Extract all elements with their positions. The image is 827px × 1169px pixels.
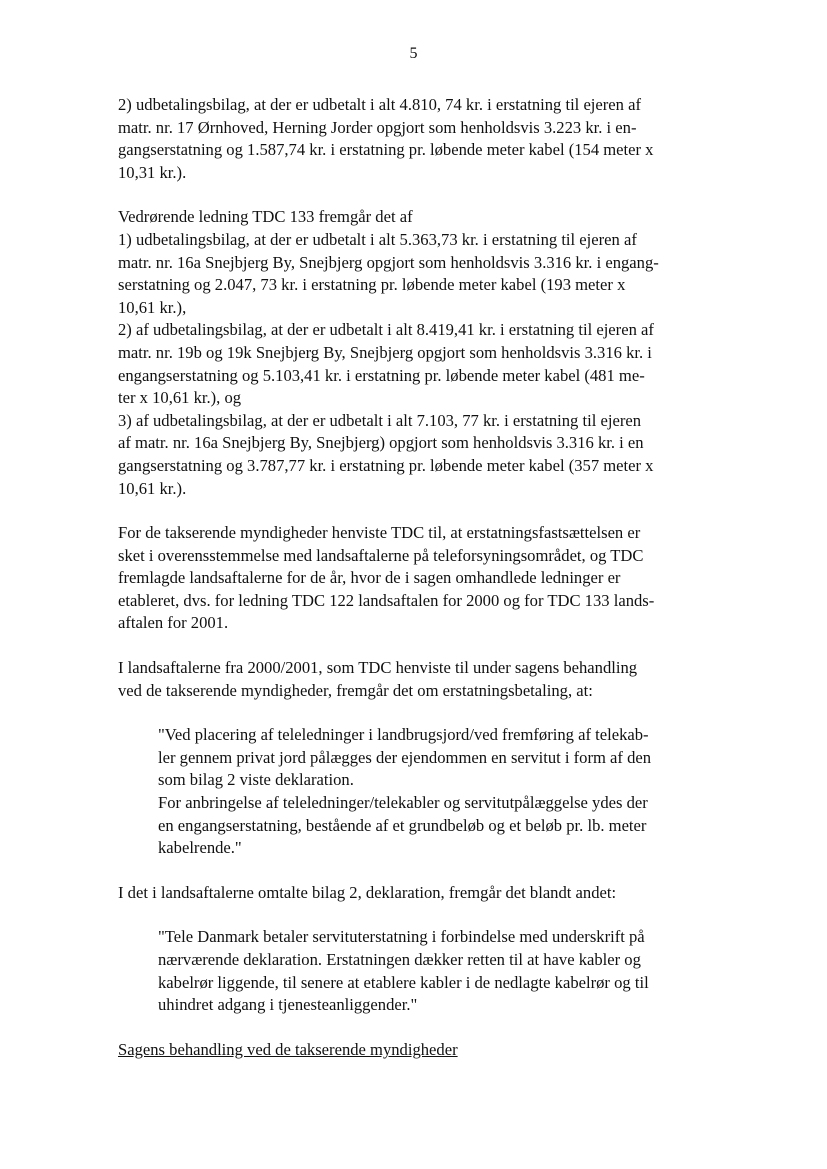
text-line: kabelrør liggende, til senere at etablere kabler i de nedlagte kabelrør og til bbox=[158, 972, 649, 992]
block-quote-landsaftale bbox=[158, 724, 710, 860]
text-line: en engangserstatning, bestående af et grundbeløb og et beløb pr. lb. meter bbox=[158, 815, 647, 835]
paragraph-landsaftaler-intro bbox=[118, 657, 710, 702]
text-line: gangserstatning og 3.787,77 kr. i erstatning pr. løbende meter kabel (357 meter x bbox=[118, 455, 654, 475]
paragraph-spacer bbox=[118, 500, 710, 522]
text-line: etableret, dvs. for ledning TDC 122 landsaftalen for 2000 og for TDC 133 lands- bbox=[118, 590, 655, 610]
text-line: matr. nr. 17 Ørnhoved, Herning Jorder opgjort som henholdsvis 3.223 kr. i en- bbox=[118, 117, 637, 137]
block-quote-deklaration bbox=[158, 926, 710, 1016]
text-line: I det i landsaftalerne omtalte bilag 2, deklaration, fremgår det blandt andet: bbox=[118, 882, 617, 902]
text-line: ler gennem privat jord pålægges der ejendommen en servitut i form af den bbox=[158, 747, 652, 767]
text-line: 1) udbetalingsbilag, at der er udbetalt i alt 5.363,73 kr. i erstatning til ejeren af bbox=[118, 229, 637, 249]
paragraph-spacer bbox=[118, 702, 710, 724]
text-line: ved de takserende myndigheder, fremgår det om erstatningsbetaling, at: bbox=[118, 680, 593, 700]
text-line: engangserstatning og 5.103,41 kr. i erstatning pr. løbende meter kabel (481 me- bbox=[118, 365, 645, 385]
text-line: Vedrørende ledning TDC 133 fremgår det af bbox=[118, 207, 413, 227]
paragraph-spacer bbox=[118, 860, 710, 882]
paragraph-spacer bbox=[118, 904, 710, 926]
text-line: som bilag 2 viste deklaration. bbox=[158, 770, 354, 790]
text-line: aftalen for 2001. bbox=[118, 613, 229, 633]
text-line: For de takserende myndigheder henviste TDC til, at erstatningsfastsættelsen er bbox=[118, 523, 641, 543]
paragraph-spacer bbox=[118, 1017, 710, 1039]
text-line: sket i overensstemmelse med landsaftalerne på teleforsyningsområdet, og TDC bbox=[118, 545, 644, 565]
document-body bbox=[118, 94, 710, 1061]
text-line: "Ved placering af teleledninger i landbrugsjord/ved fremføring af telekab- bbox=[158, 725, 649, 745]
text-line: kabelrende." bbox=[158, 838, 242, 858]
text-line: ter x 10,61 kr.), og bbox=[118, 388, 242, 408]
paragraph-payment-ornhoved bbox=[118, 94, 710, 184]
text-line: 10,61 kr.). bbox=[118, 478, 187, 498]
text-line: 10,31 kr.). bbox=[118, 162, 187, 182]
section-heading: Sagens behandling ved de takserende myndigheder bbox=[118, 1039, 458, 1059]
paragraph-tdc-referral bbox=[118, 522, 710, 635]
text-line: 2) udbetalingsbilag, at der er udbetalt i alt 4.810, 74 kr. i erstatning til ejeren af bbox=[118, 95, 642, 114]
page-number: 5 bbox=[409, 45, 418, 62]
text-line: serstatning og 2.047, 73 kr. i erstatning pr. løbende meter kabel (193 meter x bbox=[118, 275, 626, 295]
paragraph-spacer bbox=[118, 635, 710, 657]
text-line: "Tele Danmark betaler servituterstatning i forbindelse med underskrift på bbox=[158, 927, 645, 947]
paragraph-tdc133-payments bbox=[118, 206, 710, 500]
text-line: nærværende deklaration. Erstatningen dækker retten til at have kabler og bbox=[158, 950, 641, 969]
text-line: af matr. nr. 16a Snejbjerg By, Snejbjerg) opgjort som henholdsvis 3.316 kr. i en bbox=[118, 433, 644, 453]
text-line: 2) af udbetalingsbilag, at der er udbetalt i alt 8.419,41 kr. i erstatning til ejeren af bbox=[118, 320, 654, 340]
text-line: I landsaftalerne fra 2000/2001, som TDC henviste til under sagens behandling bbox=[118, 658, 638, 678]
paragraph-spacer bbox=[118, 184, 710, 206]
text-line: 10,61 kr.), bbox=[118, 297, 187, 317]
text-line: matr. nr. 16a Snejbjerg By, Snejbjerg opgjort som henholdsvis 3.316 kr. i engang- bbox=[118, 252, 659, 272]
text-line: fremlagde landsaftalerne for de år, hvor de i sagen omhandlede ledninger er bbox=[118, 568, 621, 588]
text-line: gangserstatning og 1.587,74 kr. i erstatning pr. løbende meter kabel (154 meter x bbox=[118, 140, 654, 160]
text-line: For anbringelse af teleledninger/telekabler og servitutpålæggelse ydes der bbox=[158, 793, 648, 813]
text-line: matr. nr. 19b og 19k Snejbjerg By, Snejbjerg opgjort som henholdsvis 3.316 kr. i bbox=[118, 342, 652, 362]
text-line: uhindret adgang i tjenesteanliggender." bbox=[158, 995, 418, 1015]
text-line: 3) af udbetalingsbilag, at der er udbetalt i alt 7.103, 77 kr. i erstatning til ejeren bbox=[118, 410, 642, 430]
paragraph-bilag2-intro bbox=[118, 882, 710, 905]
